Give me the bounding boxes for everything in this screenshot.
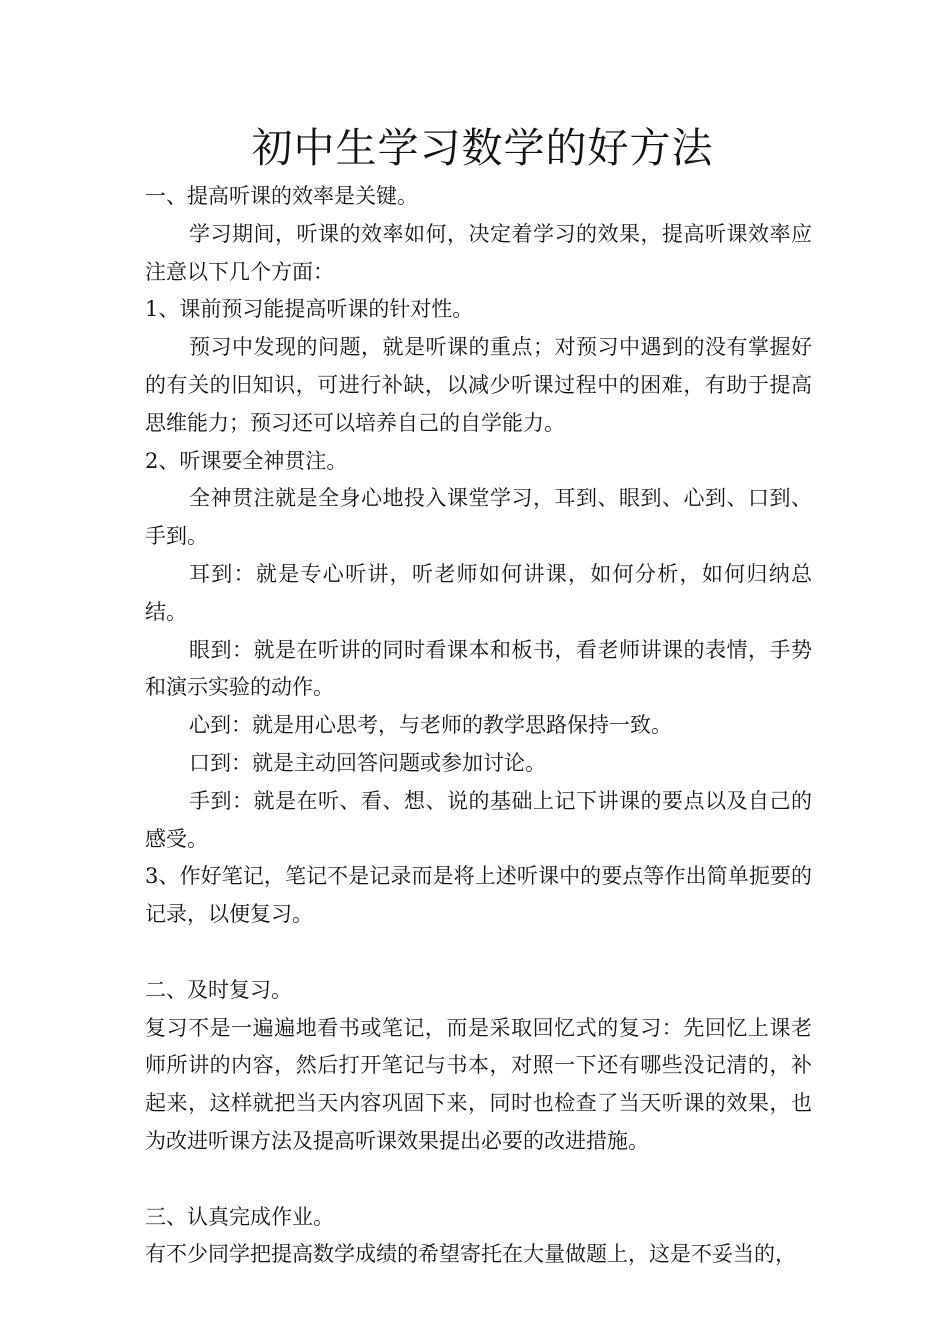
paragraph-eyes: 眼到：就是在听讲的同时看课本和板书，看老师讲课的表情，手势和演示实验的动作。	[145, 637, 812, 700]
paragraph-mouth: 口到：就是主动回答问题或参加讨论。	[189, 750, 546, 775]
paragraph-review: 复习不是一遍遍地看书或笔记，而是采取回忆式的复习：先回忆上课老师所讲的内容，然后打开笔记与书本，对照一下还有哪些没记清的，补起来，这样就把当天内容巩固下来，同时也检查了当天听课的效果，也为改进听课方法及提高听课效果提出必要的改进措施。	[145, 1015, 812, 1153]
paragraph-ears: 耳到：就是专心听讲，听老师如何讲课，如何分析，如何归纳总结。	[145, 561, 812, 624]
blank-line	[145, 934, 812, 972]
paragraph-homework: 有不少同学把提高数学成绩的希望寄托在大量做题上，这是不妥当的，	[145, 1242, 796, 1267]
paragraph-intro: 学习期间，听课的效率如何，决定着学习的效果，提高听课效率应注意以下几个方面：	[145, 221, 812, 284]
section-heading-3: 三、认真完成作业。	[145, 1204, 334, 1229]
paragraph-hands: 手到：就是在听、看、想、说的基础上记下讲课的要点以及自己的感受。	[145, 788, 812, 851]
paragraph-notes: 3、作好笔记，笔记不是记录而是将上述听课中的要点等作出简单扼要的记录，以便复习。	[145, 864, 812, 927]
section-heading-2: 二、及时复习。	[145, 977, 292, 1002]
paragraph-focus: 全神贯注就是全身心地投入课堂学习，耳到、眼到、心到、口到、手到。	[145, 486, 812, 549]
blank-line	[145, 1161, 812, 1199]
paragraph-preview: 预习中发现的问题，就是听课的重点；对预习中遇到的没有掌握好的有关的旧知识，可进行补缺，以减少听课过程中的困难，有助于提高思维能力；预习还可以培养自己的自学能力。	[145, 335, 812, 435]
document-title: 初中生学习数学的好方法	[251, 124, 714, 172]
subheading-preview: 1、课前预习能提高听课的针对性。	[145, 297, 474, 322]
paragraph-mind: 心到：就是用心思考，与老师的教学思路保持一致。	[189, 713, 672, 738]
subheading-focus: 2、听课要全神贯注。	[145, 448, 348, 473]
section-heading-1: 一、提高听课的效率是关键。	[145, 184, 418, 208]
